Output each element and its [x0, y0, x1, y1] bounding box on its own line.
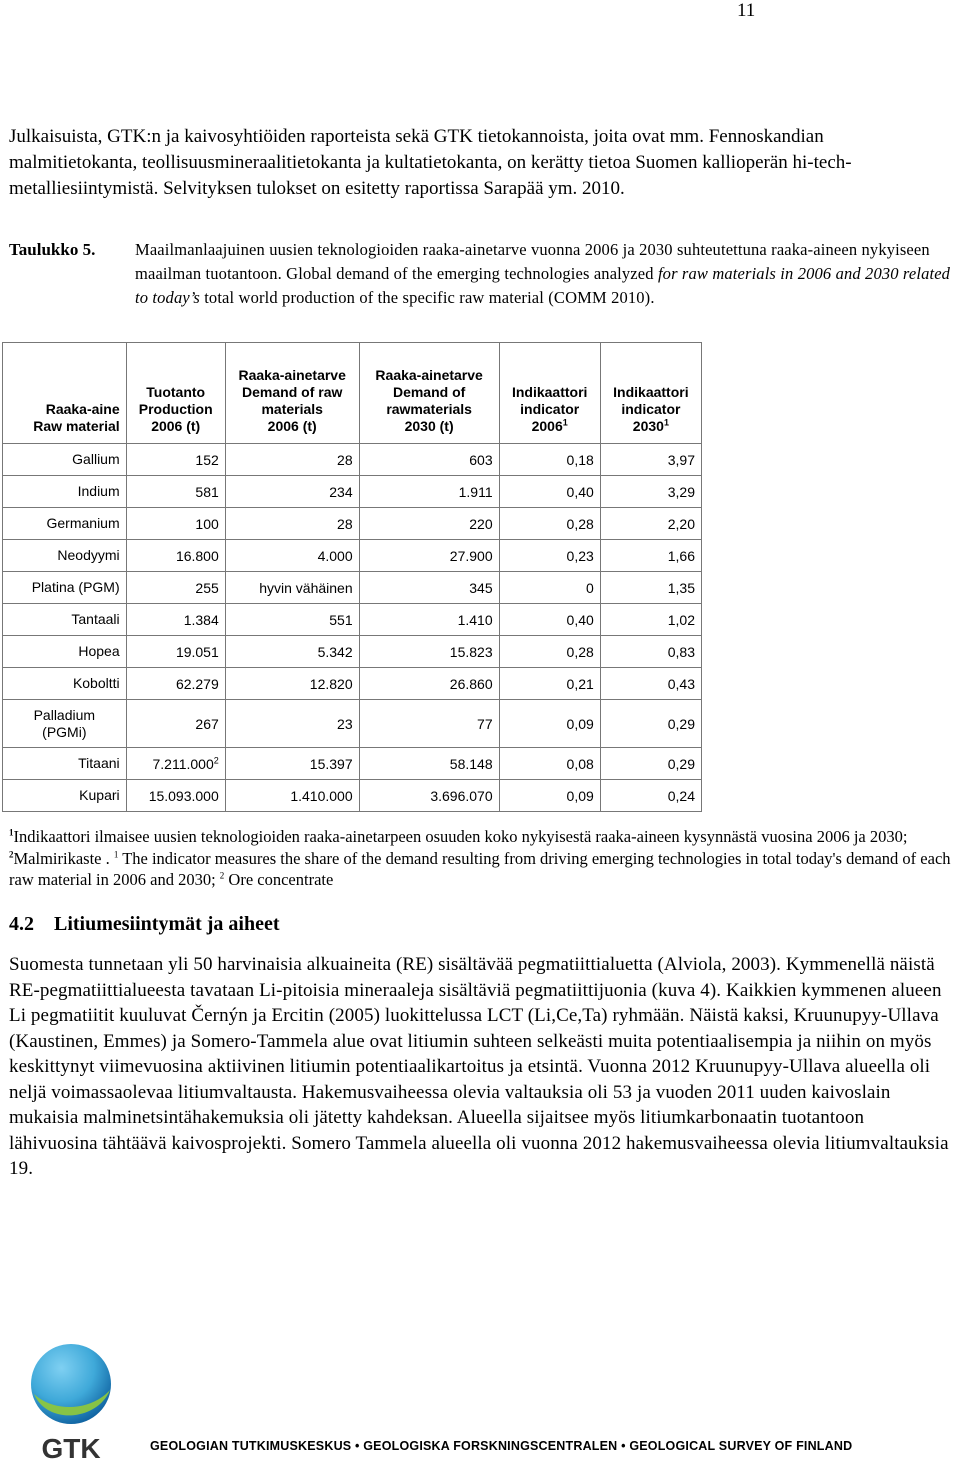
cell-demand-2006: 28 — [225, 508, 359, 540]
cell-demand-2030: 345 — [359, 572, 499, 604]
section-body: Suomesta tunnetaan yli 50 harvinaisia alkuaineita (RE) sisältävää pegmatiittialuetta (Alviola, 2003). Kymmenellä näistä RE-pegmatiittialueesta tavataan Li-pitoisia mineraaleja sisältäviä pegmatiittijuonia (kuva 4). Kaikkien kymmenen alueen Li pegmatiitit kuuluvat Černýn ja Ercitin (2005) luokittelussa LCT (Li,Ce,Ta) ryhmään. Näistä kaksi, Kruunupyy-Ullava (Kaustinen, Emmes) ja Somero-Tammela alue ovat litiumin suhteen selkeästi muita potentiaalisempia ja niihin on myös keskittynyt viimevuosina aktiivinen litiumin potentiaalikartoitus ja etsintä. Vuonna 2012 Kruunupyy-Ullava alueella oli neljä voimassaolevaa litiumvaltausta. Hakemusvaiheessa olevia valtauksia oli 53 ja vuoden 2011 uuden kaivoslain mukaisia malminetsintähakemuksia oli jätetty kahdeksan. Alueella sijaitsee myös litiumkarbonaatin tuotantoon lähivuosina tähtäävä kaivosprojekti. Somero Tammela alueella oli vuonna 2012 hakemusvaiheessa olevia litiumvaltauksia 19. — [9, 954, 949, 1179]
cell-indicator-2030: 2,20 — [600, 508, 701, 540]
cell-demand-2006: 12.820 — [225, 668, 359, 700]
header-production-2006: Tuotanto Production 2006 (t) — [126, 343, 225, 444]
table-row — [3, 780, 702, 812]
cell-demand-2030: 603 — [359, 444, 499, 476]
table-caption-label: Taulukko 5. — [9, 240, 96, 259]
cell-demand-2006: 28 — [225, 444, 359, 476]
cell-demand-2030: 26.860 — [359, 668, 499, 700]
cell-demand-2030: 58.148 — [359, 748, 499, 780]
cell-demand-2030: 1.911 — [359, 476, 499, 508]
cell-demand-2006: 5.342 — [225, 636, 359, 668]
cell-indicator-2006: 0,08 — [499, 748, 600, 780]
cell-demand-2006: 551 — [225, 604, 359, 636]
cell-material: Gallium — [3, 444, 127, 476]
agency-name-line: GEOLOGIAN TUTKIMUSKESKUS • GEOLOGISKA FORSKNINGSCENTRALEN • GEOLOGICAL SURVEY OF FINLAND — [150, 1439, 853, 1453]
cell-indicator-2030: 0,43 — [600, 668, 701, 700]
cell-indicator-2030: 0,24 — [600, 780, 701, 812]
cell-material: Platina (PGM) — [3, 572, 127, 604]
cell-material: Koboltti — [3, 668, 127, 700]
cell-indicator-2030: 1,35 — [600, 572, 701, 604]
gtk-logo — [28, 1340, 114, 1462]
section-title: Litiumesiintymät ja aiheet — [54, 913, 280, 935]
page-number: 11 — [737, 0, 756, 21]
table-row — [3, 604, 702, 636]
header-demand-2030: Raaka-ainetarve Demand of rawmaterials 2030 (t) — [359, 343, 499, 444]
cell-production: 19.051 — [126, 636, 225, 668]
table-row — [3, 572, 702, 604]
cell-production: 581 — [126, 476, 225, 508]
table-row — [3, 636, 702, 668]
cell-indicator-2006: 0 — [499, 572, 600, 604]
cell-demand-2006: 1.410.000 — [225, 780, 359, 812]
cell-demand-2006: 234 — [225, 476, 359, 508]
cell-material: Palladium (PGMi) — [3, 700, 127, 748]
cell-indicator-2006: 0,40 — [499, 604, 600, 636]
cell-production: 7.211.000$^2$ — [126, 748, 225, 780]
cell-indicator-2006: 0,23 — [499, 540, 600, 572]
cell-indicator-2030: 0,29 — [600, 748, 701, 780]
cell-indicator-2006: 0,40 — [499, 476, 600, 508]
cell-production: 1.384 — [126, 604, 225, 636]
cell-material: Indium — [3, 476, 127, 508]
table-header-row — [3, 343, 702, 444]
table-row — [3, 540, 702, 572]
table-row — [3, 444, 702, 476]
table-footnote: $^1$Indikaattori ilmaisee uusien teknologioiden raaka-ainetarpeen osuuden koko nykyisestä raaka-aineen kysynnästä vuosina 2006 ja 2030; $^2$Malmirikaste . $^1$ The indicator measures the share of the demand resulting from driving emerging technologies in total today's demand of each raw material in 2006 and 2030; $^2$ Ore concentrate — [9, 827, 951, 889]
table-caption — [9, 238, 954, 310]
cell-material: Hopea — [3, 636, 127, 668]
caption-text-fi: Maailmanlaajuinen uusien teknologioiden raaka-ainetarve vuonna 2006 ja 2030 suhteutettuna raaka-aineen nykyiseen maailman tuotantoon. — [135, 240, 930, 283]
cell-demand-2030: 27.900 — [359, 540, 499, 572]
intro-paragraph: Julkaisuista, GTK:n ja kaivosyhtiöiden raporteista sekä GTK tietokannoista, joita ovat mm. Fennoskandian malmitietokanta, teollisuusmineraalitietokanta ja kultatietokanta, on kerätty tietoa Suomen kallioperän hi-tech-metalliesiintymistä. Selvityksen tulokset on esitetty raportissa Sarapää ym. 2010. — [9, 126, 852, 199]
raw-material-demand-table — [2, 342, 702, 812]
cell-demand-2030: 77 — [359, 700, 499, 748]
table-row — [3, 508, 702, 540]
cell-indicator-2030: 0,83 — [600, 636, 701, 668]
cell-production: 100 — [126, 508, 225, 540]
cell-demand-2006: 23 — [225, 700, 359, 748]
caption-text-en-2: total world production of the specific raw material (COMM 2010). — [204, 288, 655, 307]
cell-indicator-2006: 0,28 — [499, 636, 600, 668]
cell-material: Tantaali — [3, 604, 127, 636]
cell-material: Titaani — [3, 748, 127, 780]
caption-text-en-1: Global demand of the emerging technologies analyzed — [286, 264, 654, 283]
cell-production: 15.093.000 — [126, 780, 225, 812]
cell-indicator-2006: 0,21 — [499, 668, 600, 700]
cell-demand-2006: 4.000 — [225, 540, 359, 572]
cell-indicator-2006: 0,18 — [499, 444, 600, 476]
cell-indicator-2030: 1,66 — [600, 540, 701, 572]
cell-material: Germanium — [3, 508, 127, 540]
cell-production: 62.279 — [126, 668, 225, 700]
logo-text: GTK — [41, 1433, 101, 1462]
cell-indicator-2030: 0,29 — [600, 700, 701, 748]
cell-indicator-2006: 0,09 — [499, 700, 600, 748]
caption-text-en-italic: for raw materials in 2006 and 2030 related to today’s — [135, 264, 951, 307]
header-indicator-2030: Indikaattori indicator 2030$^1$ — [600, 343, 701, 444]
cell-demand-2030: 1.410 — [359, 604, 499, 636]
cell-indicator-2030: 3,97 — [600, 444, 701, 476]
table-caption-text — [135, 238, 954, 310]
cell-demand-2030: 220 — [359, 508, 499, 540]
cell-demand-2006: hyvin vähäinen — [225, 572, 359, 604]
header-indicator-2006: Indikaattori indicator 2006$^1$ — [499, 343, 600, 444]
cell-demand-2030: 15.823 — [359, 636, 499, 668]
cell-production: 255 — [126, 572, 225, 604]
table-row — [3, 748, 702, 780]
cell-production: 267 — [126, 700, 225, 748]
cell-demand-2006: 15.397 — [225, 748, 359, 780]
table-row — [3, 668, 702, 700]
table-row — [3, 476, 702, 508]
cell-indicator-2006: 0,28 — [499, 508, 600, 540]
section-heading — [9, 913, 280, 936]
header-demand-2006: Raaka-ainetarve Demand of raw materials 2006 (t) — [225, 343, 359, 444]
cell-material: Kupari — [3, 780, 127, 812]
cell-indicator-2030: 1,02 — [600, 604, 701, 636]
header-raw-material: Raaka-aine Raw material — [3, 343, 127, 444]
cell-production: 16.800 — [126, 540, 225, 572]
cell-production: 152 — [126, 444, 225, 476]
section-number: 4.2 — [9, 913, 34, 935]
cell-demand-2030: 3.696.070 — [359, 780, 499, 812]
cell-indicator-2030: 3,29 — [600, 476, 701, 508]
table-row — [3, 700, 702, 748]
cell-material: Neodyymi — [3, 540, 127, 572]
cell-indicator-2006: 0,09 — [499, 780, 600, 812]
